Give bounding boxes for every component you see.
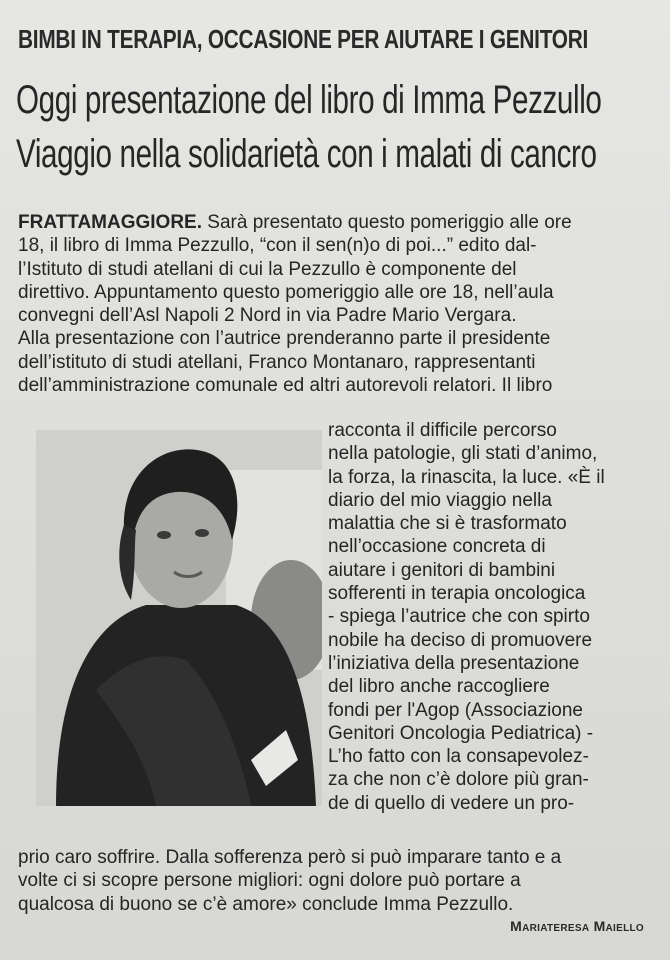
author-photo: [36, 430, 322, 806]
body-line: dell’istituto di studi atellani, Franco Montanaro, rappresentanti: [18, 351, 536, 373]
body-line: del libro anche raccogliere: [328, 676, 550, 698]
body-line: 18, il libro di Imma Pezzullo, “con il sen(n)o di poi...” edito dal-: [18, 235, 537, 257]
body-line: fondi per l'Agop (Associazione: [328, 699, 583, 721]
body-line: FRATTAMAGGIORE. Sarà presentato questo pomeriggio alle ore: [18, 212, 572, 233]
headline-line-2: Viaggio nella solidarietà con i malati di cancro: [16, 132, 597, 176]
body-line: l’Istituto di studi atellani di cui la Pezzullo è componente del: [18, 258, 517, 280]
author-byline: Mariateresa Maiello: [510, 918, 644, 934]
body-line: volte ci si scopre persone migliori: ogni dolore può portare a: [18, 870, 521, 892]
body-line: dell’amministrazione comunale ed altri autorevoli relatori. Il libro: [18, 375, 553, 397]
kicker-headline: BIMBI IN TERAPIA, OCCASIONE PER AIUTARE I GENITORI: [18, 24, 589, 54]
article-body-top: [18, 211, 572, 397]
body-line: nobile ha deciso di promuovere: [328, 629, 593, 651]
dateline: FRATTAMAGGIORE.: [18, 212, 202, 233]
article-body-bottom: [18, 846, 561, 916]
body-line: nell’occasione concreta di: [328, 536, 546, 558]
body-line: Alla presentazione con l’autrice prenderanno parte il presidente: [18, 328, 551, 350]
body-line: qualcosa di buono se c’è amore» conclude Imma Pezzullo.: [18, 893, 514, 915]
body-line: malattia che si è trasformato: [328, 513, 567, 535]
body-line: direttivo. Appuntamento questo pomeriggio alle ore 18, nell’aula: [18, 281, 554, 303]
body-line: za che non c’è dolore più gran-: [328, 769, 589, 791]
headline-line-1: Oggi presentazione del libro di Imma Pezzullo: [16, 78, 602, 122]
author-portrait-image: [36, 430, 322, 806]
body-line: Genitori Oncologia Pediatrica) -: [328, 722, 594, 744]
body-line: diario del mio viaggio nella: [328, 489, 552, 511]
body-line: l’iniziativa della presentazione: [328, 652, 580, 674]
body-line: convegni dell’Asl Napoli 2 Nord in via Padre Mario Vergara.: [18, 305, 517, 327]
body-line: L’ho fatto con la consapevolez-: [328, 746, 589, 768]
body-line: aiutare i genitori di bambini: [328, 559, 556, 581]
body-line: de di quello di vedere un pro-: [328, 792, 575, 814]
body-line: racconta il difficile percorso: [328, 420, 557, 441]
body-line: sofferenti in terapia oncologica: [328, 583, 586, 605]
body-line: la forza, la rinascita, la luce. «È il: [328, 466, 605, 488]
article-body-column: [328, 419, 605, 815]
body-line: nella patologie, gli stati d’animo,: [328, 443, 598, 465]
body-line: - spiega l’autrice che con spirto: [328, 606, 590, 628]
body-line: prio caro soffrire. Dalla sofferenza però si può imparare tanto e a: [18, 847, 562, 868]
